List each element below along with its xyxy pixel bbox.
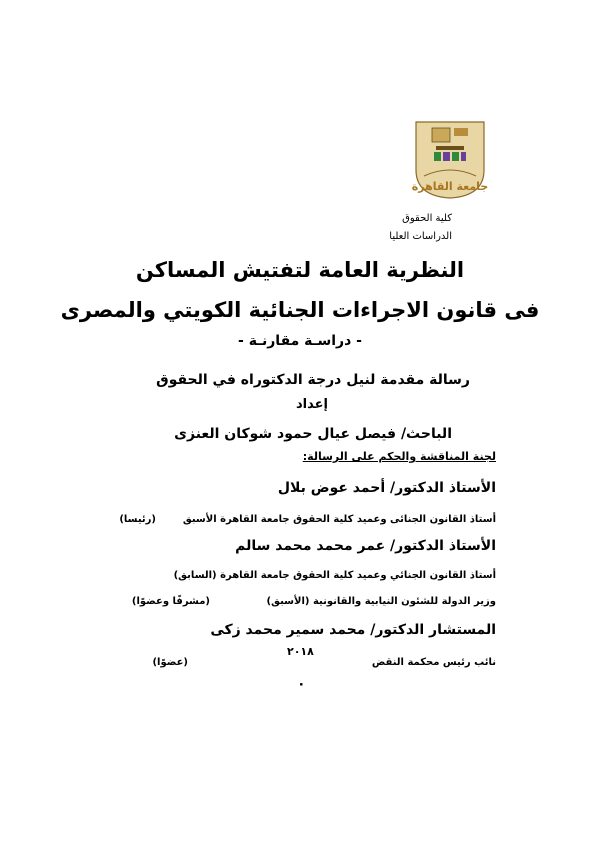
title-subtitle: - دراسـة مقارنـة -	[238, 333, 362, 349]
member-name: الأستاذ الدكتور/ أحمد عوض بلال	[277, 480, 496, 496]
author-name: الباحث/ فيصل عيال حمود شوكان العنزى	[174, 426, 452, 442]
committee-heading: لجنة المناقشة والحكم على الرسالة:	[302, 450, 496, 463]
member-role: نائب رئيس محكمة النقض	[371, 657, 496, 668]
prepared-by-label: إعداد	[296, 397, 328, 412]
member-name: الأستاذ الدكتور/ عمر محمد محمد سالم	[235, 538, 496, 554]
title-line-2: فى قانون الاجراءات الجنائية الكويتي والمصرى	[60, 298, 540, 322]
member-role: وزير الدولة للشئون النيابية والقانونية (الأسبق)	[266, 596, 496, 607]
member-role-tag: (رئيسا)	[119, 514, 156, 525]
logo-text: جامعة القاهرة	[412, 180, 488, 193]
member-role: أستاذ القانون الجنائى وعميد كلية الحقوق جامعة القاهرة الأسبق	[182, 514, 496, 525]
title-line-1: النظرية العامة لتفتيش المساكن	[135, 258, 465, 282]
university-emblem-icon	[412, 118, 488, 200]
member-role: أستاذ القانون الجنائي وعميد كلية الحقوق جامعة القاهرة (السابق)	[173, 570, 496, 581]
thesis-year: ٢٠١٨	[287, 645, 314, 658]
department-name: الدراسات العليا	[389, 231, 452, 242]
member-role-tag: (عضوًا)	[152, 657, 188, 668]
degree-statement: رسالة مقدمة لنيل درجة الدكتوراه في الحقوق	[156, 372, 470, 388]
member-name: المستشار الدكتور/ محمد سمير محمد زكى	[210, 622, 496, 638]
faculty-name: كلية الحقوق	[402, 213, 452, 224]
member-role-tag: (مشرفًا وعضوًا)	[131, 596, 210, 607]
page-mark: ٠	[297, 676, 306, 692]
